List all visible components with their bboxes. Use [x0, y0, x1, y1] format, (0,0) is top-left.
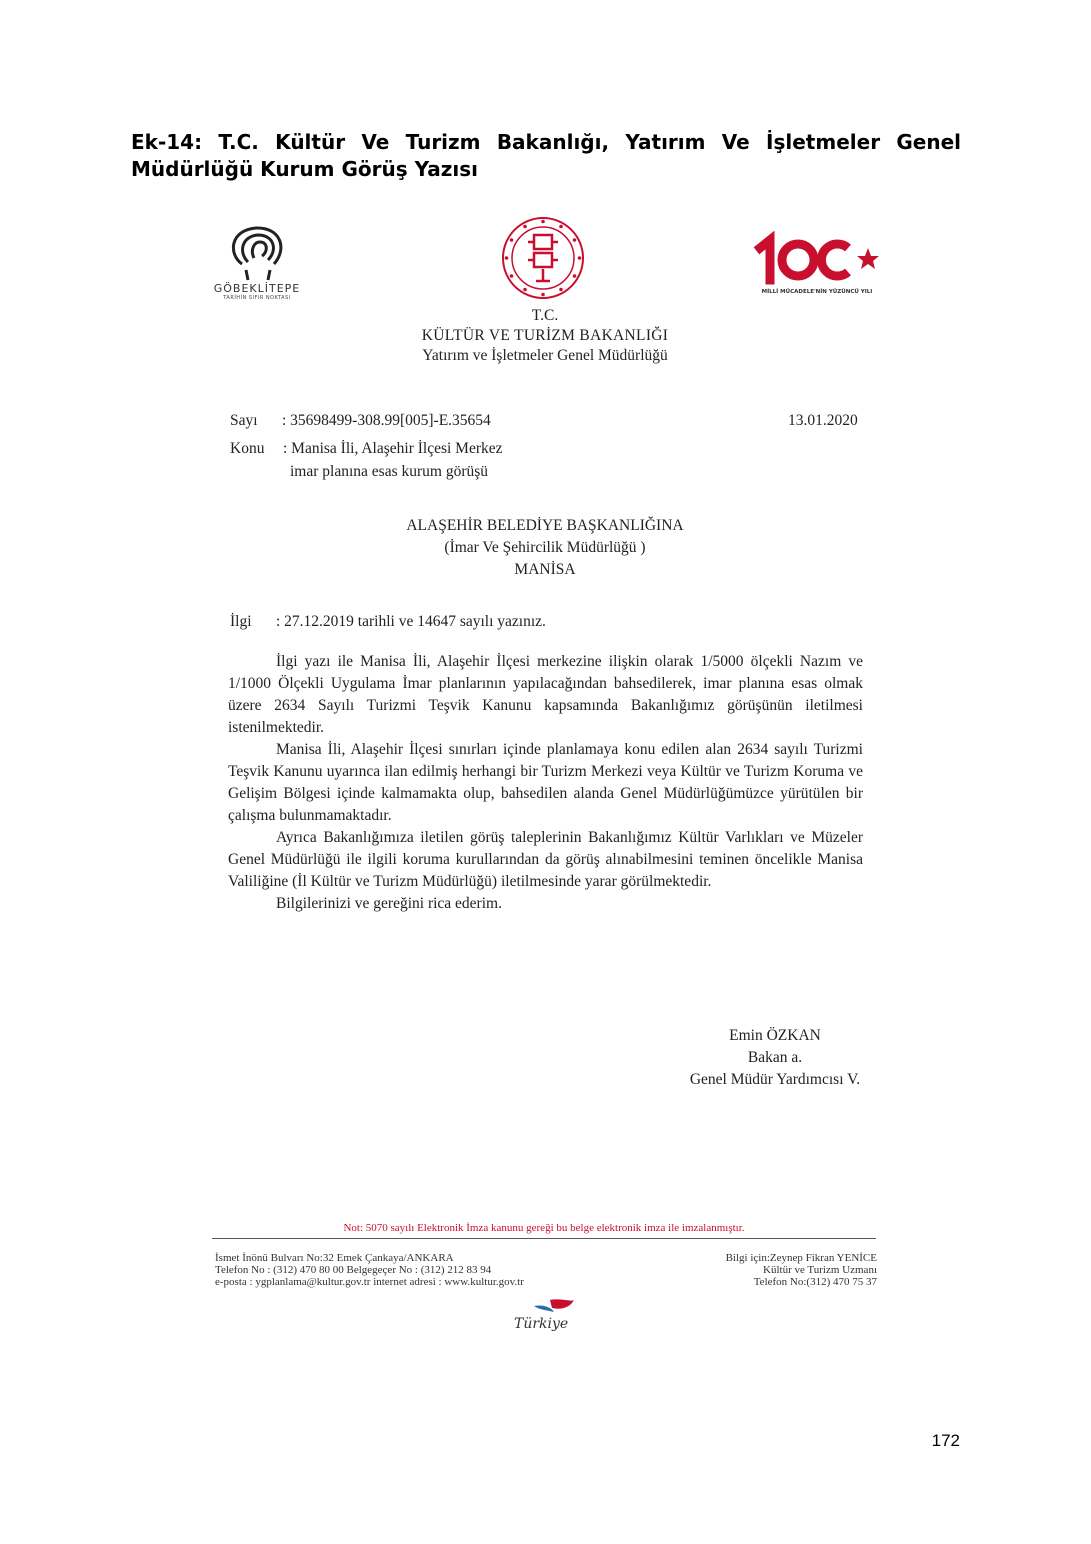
signatory-title: Genel Müdür Yardımcısı V. [689, 1071, 861, 1088]
footer-contact [215, 1252, 524, 1288]
ilgi-value: : 27.12.2019 tarihli ve 14647 sayılı yazınız. [276, 613, 546, 630]
footer-address: İsmet İnönü Bulvarı No:32 Emek Çankaya/ANKARA [215, 1252, 454, 1264]
letterhead-department: Yatırım ve İşletmeler Genel Müdürlüğü [422, 347, 668, 364]
signatory-name: Emin ÖZKAN [729, 1027, 821, 1044]
footer-web: e-posta : ygplanlama@kultur.gov.tr internet adresi : www.kultur.gov.tr [215, 1276, 524, 1288]
signature-block [660, 1025, 890, 1091]
document-heading: Ek-14: T.C. Kültür Ve Turizm Bakanlığı, Yatırım Ve İşletmeler Genel Müdürlüğü Kurum Görüş Yazısı [131, 130, 961, 181]
footer-info [680, 1252, 877, 1288]
konu-label: Konu [230, 440, 265, 457]
addressee-line-3: MANİSA [514, 561, 576, 578]
footer-phone: Telefon No : (312) 470 80 00 Belgegeçer No : (312) 212 83 94 [215, 1264, 492, 1276]
page-number: 172 [931, 1431, 960, 1450]
document-date: 13.01.2020 [788, 412, 858, 429]
gobeklitepe-logo [198, 224, 316, 304]
sayi-label: Sayı [230, 412, 258, 429]
konu-line-2: imar planına esas kurum görüşü [290, 463, 489, 480]
konu-line-1: : Manisa İli, Alaşehir İlçesi Merkez [283, 440, 503, 457]
ilgi-label: İlgi [230, 613, 252, 630]
footer-info-name: Bilgi için:Zeynep Fikran YENİCE [725, 1252, 877, 1264]
addressee [330, 515, 760, 581]
centenary-100-icon [752, 230, 882, 286]
letterhead-tc: T.C. [531, 307, 559, 324]
sayi-value: : 35698499-308.99[005]-E.35654 [282, 412, 491, 429]
ministry-knot-emblem-icon [498, 213, 588, 303]
centenary-logo [752, 230, 882, 302]
gobeklitepe-wordmark: GÖBEKLİTEPE [213, 282, 301, 295]
centenary-caption: MİLLİ MÜCADELE'NİN YÜZÜNCÜ YILI [761, 289, 873, 295]
body-paragraph-1: İlgi yazı ile Manisa İli, Alaşehir İlçesi merkezine ilişkin olarak 1/5000 ölçekli Nazım ve 1/1000 Ölçekli Uygulama İmar planlarının yapılacağından bahsedilerek, imar planına esas olmak üzere 2634 Sayılı Turizmi Teşvik Kanunu kapsamında Bakanlığımız görüşünün iletilmesi istenilmektedir. [228, 653, 863, 736]
body-paragraph-4: Bilgilerinizi ve gereğini rica ederim. [276, 895, 502, 912]
letter-body [228, 651, 863, 915]
gobeklitepe-emblem-icon [198, 224, 316, 282]
footer-divider [212, 1238, 876, 1239]
gobeklitepe-tagline: TARİHİN SIFIR NOKTASI [223, 295, 291, 301]
ministry-emblem [498, 213, 588, 303]
footer-info-phone: Telefon No:(312) 470 75 37 [753, 1276, 877, 1288]
e-signature-note: Not: 5070 sayılı Elektronik İmza kanunu gereği bu belge elektronik imza ile imzalanmıştır. [343, 1222, 745, 1234]
body-paragraph-3: Ayrıca Bakanlığımıza iletilen görüş taleplerinin Bakanlığımız Kültür Varlıkları ve Müzeler Genel Müdürlüğü ile ilgili koruma kurullarından da görüş alınabilmesini teminen öncelikle Manisa Valiliğine (İl Kültür ve Turizm Müdürlüğü) iletilmesinde yarar görülmektedir. [228, 829, 863, 890]
signatory-authority: Bakan a. [747, 1049, 803, 1066]
letterhead-ministry: KÜLTÜR VE TURİZM BAKANLIĞI [421, 327, 669, 344]
turkiye-wordmark: Türkiye [514, 1316, 569, 1332]
footer-info-title: Kültür ve Turizm Uzmanı [763, 1264, 877, 1276]
body-paragraph-2: Manisa İli, Alaşehir İlçesi sınırları içinde planlamaya konu edilen alan 2634 sayılı Turizmi Teşvik Kanunu uyarınca ilan edilmiş herhangi bir Turizm Merkezi veya Kültür ve Turizm Koruma ve Gelişim Bölgesi içinde kalmamakta olup, bahsedilen alanda Genel Müdürlüğümüzce yürütülen bir çalışma bulunmamaktadır. [228, 741, 863, 824]
addressee-line-1: ALAŞEHİR BELEDİYE BAŞKANLIĞINA [406, 517, 684, 534]
turkiye-tulip-icon [510, 1296, 582, 1336]
turkiye-logo [510, 1296, 582, 1336]
addressee-line-2: (İmar Ve Şehircilik Müdürlüğü ) [444, 539, 646, 556]
